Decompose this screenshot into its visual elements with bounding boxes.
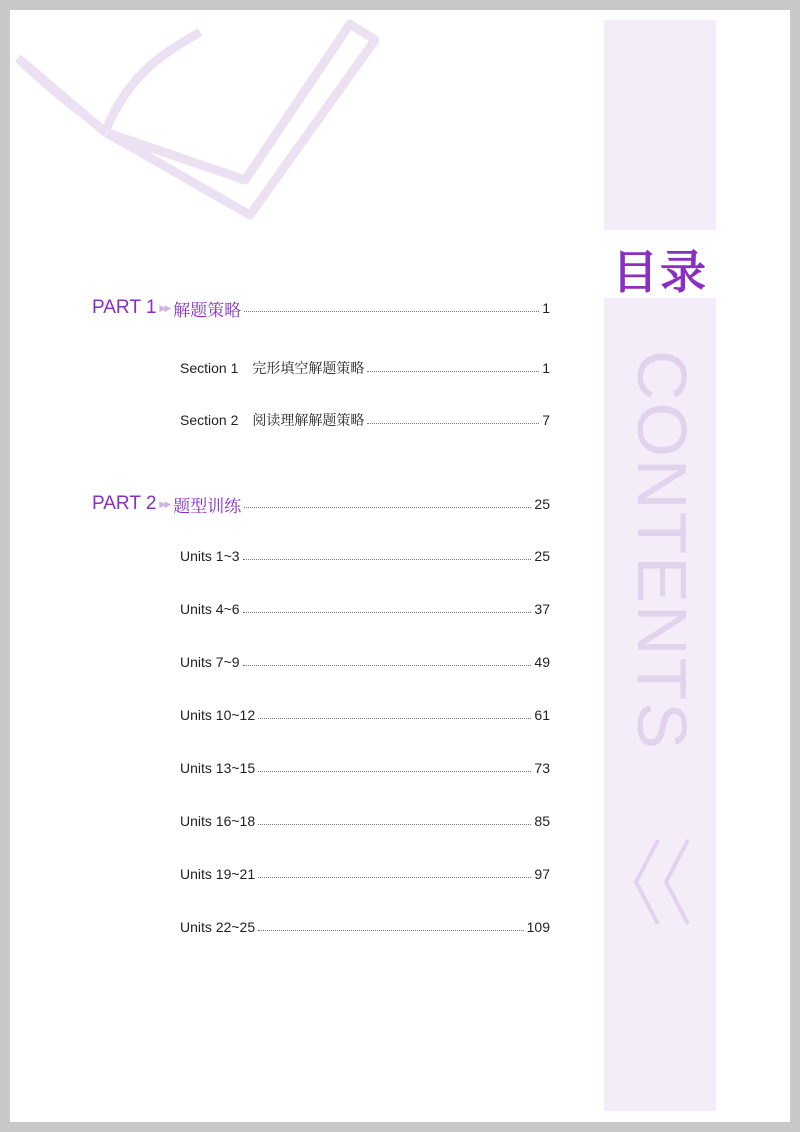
toc-page bbox=[10, 10, 790, 1122]
toc-entry[interactable] bbox=[180, 544, 550, 568]
leader-dots bbox=[258, 877, 531, 878]
leader-dots bbox=[243, 559, 532, 560]
leader-dots bbox=[258, 718, 531, 719]
entry-label: Units 1~3 bbox=[180, 548, 240, 564]
page-number: 7 bbox=[542, 412, 550, 428]
entry-label: Units 4~6 bbox=[180, 601, 240, 617]
toc-entry[interactable] bbox=[180, 809, 550, 833]
part-label: PART 1 bbox=[92, 297, 157, 318]
part-title: 解题策略 bbox=[173, 300, 242, 321]
toc-entry[interactable] bbox=[180, 915, 550, 939]
entry-label: Units 7~9 bbox=[180, 654, 240, 670]
page-number: 109 bbox=[526, 919, 550, 935]
page-number: 37 bbox=[534, 601, 550, 617]
toc-entry[interactable] bbox=[180, 408, 550, 432]
entry-title: 阅读理解解题策略 bbox=[252, 413, 365, 429]
toc-part-1[interactable] bbox=[92, 296, 550, 320]
page-number: 25 bbox=[534, 496, 550, 512]
page-heading: 目录 bbox=[612, 245, 708, 299]
page-number: 49 bbox=[534, 654, 550, 670]
page-number: 61 bbox=[534, 707, 550, 723]
page-number: 1 bbox=[542, 300, 550, 316]
toc-entry[interactable] bbox=[180, 862, 550, 886]
entry-label: Section 1 bbox=[180, 360, 239, 376]
part-label: PART 2 bbox=[92, 493, 157, 514]
toc-entry[interactable] bbox=[180, 703, 550, 727]
entry-label: Units 13~15 bbox=[180, 760, 256, 776]
entry-label: Units 16~18 bbox=[180, 813, 256, 829]
entry-label: Units 19~21 bbox=[180, 866, 256, 882]
page-number: 25 bbox=[534, 548, 550, 564]
page-number: 73 bbox=[534, 760, 550, 776]
toc-entry[interactable] bbox=[180, 650, 550, 674]
toc-entry[interactable] bbox=[180, 756, 550, 780]
double-chevron-icon bbox=[630, 832, 694, 932]
leader-dots bbox=[367, 371, 539, 372]
leader-dots bbox=[258, 930, 524, 931]
toc-entry[interactable] bbox=[180, 356, 550, 380]
double-arrow-icon: ▶▶ bbox=[159, 498, 170, 509]
leader-dots bbox=[258, 771, 531, 772]
page-number: 97 bbox=[534, 866, 550, 882]
contents-vertical-word: CONTENTS bbox=[623, 350, 701, 751]
leader-dots bbox=[258, 824, 531, 825]
entry-label: Units 10~12 bbox=[180, 707, 256, 723]
entry-title: 完形填空解题策略 bbox=[252, 361, 365, 377]
page-number: 85 bbox=[534, 813, 550, 829]
double-arrow-icon: ▶▶ bbox=[159, 302, 170, 313]
toc-entry[interactable] bbox=[180, 597, 550, 621]
part-title: 题型训练 bbox=[173, 496, 242, 517]
entry-label: Section 2 bbox=[180, 412, 239, 428]
leader-dots bbox=[243, 612, 532, 613]
leader-dots bbox=[244, 507, 531, 508]
leader-dots bbox=[243, 665, 532, 666]
leader-dots bbox=[367, 423, 539, 424]
entry-label: Units 22~25 bbox=[180, 919, 256, 935]
leader-dots bbox=[244, 311, 539, 312]
page-number: 1 bbox=[542, 360, 550, 376]
book-watermark-icon bbox=[10, 10, 390, 240]
side-band-top bbox=[604, 20, 716, 230]
toc-part-2[interactable] bbox=[92, 492, 550, 516]
